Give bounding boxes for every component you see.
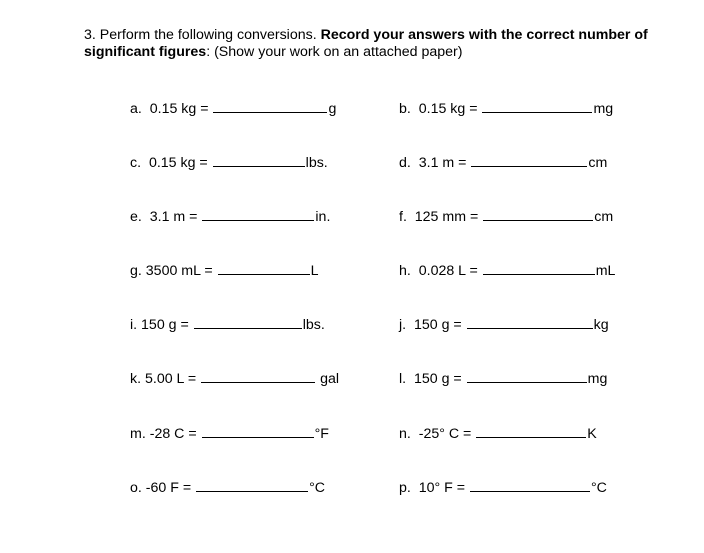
problem-j xyxy=(399,315,609,334)
problem-label: o. xyxy=(130,480,142,496)
problem-unit: cm xyxy=(588,155,608,171)
problem-prompt: -28 C = xyxy=(149,426,197,442)
problem-prompt: -25° C = xyxy=(418,426,472,442)
problem-prompt: 0.15 kg = xyxy=(149,101,209,117)
problem-a xyxy=(130,99,336,118)
answer-blank[interactable] xyxy=(196,478,308,492)
problem-label: l. xyxy=(399,371,407,387)
problem-d xyxy=(399,153,607,172)
problem-label: d. xyxy=(399,155,411,171)
answer-blank[interactable] xyxy=(467,315,593,329)
question-intro: Perform the following conversions. xyxy=(99,27,317,43)
problem-k xyxy=(130,369,339,388)
problem-label: j. xyxy=(399,317,407,333)
question-header xyxy=(84,27,696,61)
problem-h xyxy=(399,261,615,280)
problem-label: a. xyxy=(130,101,142,117)
problem-e xyxy=(130,207,330,226)
problem-label: g. xyxy=(130,263,142,279)
problem-unit: °C xyxy=(309,480,326,496)
answer-blank[interactable] xyxy=(467,369,587,383)
answer-blank[interactable] xyxy=(483,261,595,275)
answer-blank[interactable] xyxy=(218,261,310,275)
problem-unit: °F xyxy=(314,426,329,442)
problem-prompt: 150 g = xyxy=(413,317,462,333)
problem-label: k. xyxy=(130,371,142,387)
problem-m xyxy=(130,424,329,443)
problem-o xyxy=(130,478,325,497)
question-number: 3. xyxy=(84,27,96,43)
problem-unit: in. xyxy=(315,209,331,225)
problem-label: c. xyxy=(130,155,142,171)
problem-prompt: 0.028 L = xyxy=(418,263,478,279)
answer-blank[interactable] xyxy=(213,99,327,113)
answer-blank[interactable] xyxy=(202,207,314,221)
problem-i xyxy=(130,315,325,334)
problem-label: m. xyxy=(130,426,146,442)
problem-unit: mg xyxy=(593,101,614,117)
problem-unit: mL xyxy=(595,263,616,279)
problem-prompt: 10° F = xyxy=(418,480,466,496)
problem-unit: g xyxy=(328,101,337,117)
problem-label: i. xyxy=(130,317,138,333)
problem-p xyxy=(399,478,607,497)
question-emphasis: Record your answers with the correct number of significant figures xyxy=(84,27,648,60)
answer-blank[interactable] xyxy=(470,478,590,492)
problem-prompt: 3500 mL = xyxy=(145,263,213,279)
question-trail: : (Show your work on an attached paper) xyxy=(206,44,463,60)
problem-unit: kg xyxy=(593,317,609,333)
answer-blank[interactable] xyxy=(202,424,314,438)
problem-unit: L xyxy=(310,263,319,279)
problem-unit: °C xyxy=(590,480,607,496)
answer-blank[interactable] xyxy=(194,315,302,329)
problem-unit: lbs. xyxy=(305,155,328,171)
answer-blank[interactable] xyxy=(483,207,593,221)
problem-label: e. xyxy=(130,209,142,225)
problem-prompt: 5.00 L = xyxy=(145,371,197,387)
problem-prompt: 3.1 m = xyxy=(149,209,198,225)
problem-c xyxy=(130,153,328,172)
problem-prompt: 150 g = xyxy=(141,317,189,333)
problem-l xyxy=(399,369,607,388)
problem-unit: lbs. xyxy=(302,317,325,333)
problem-prompt: 125 mm = xyxy=(414,209,479,225)
problem-n xyxy=(399,424,597,443)
answer-blank[interactable] xyxy=(482,99,592,113)
answer-blank[interactable] xyxy=(213,153,305,167)
problem-unit: K xyxy=(587,426,597,442)
problem-prompt: -60 F = xyxy=(145,480,192,496)
answer-blank[interactable] xyxy=(476,424,586,438)
problem-unit: mg xyxy=(587,371,608,387)
problem-unit: gal xyxy=(320,371,339,387)
problem-label: n. xyxy=(399,426,411,442)
problem-prompt: 0.15 kg = xyxy=(148,155,208,171)
problem-prompt: 150 g = xyxy=(413,371,462,387)
problem-unit: cm xyxy=(594,209,614,225)
problem-f xyxy=(399,207,613,226)
problem-prompt: 3.1 m = xyxy=(418,155,467,171)
answer-blank[interactable] xyxy=(471,153,587,167)
problem-prompt: 0.15 kg = xyxy=(418,101,478,117)
problem-g xyxy=(130,261,319,280)
problem-label: p. xyxy=(399,480,411,496)
problem-b xyxy=(399,99,613,118)
problem-label: h. xyxy=(399,263,411,279)
answer-blank[interactable] xyxy=(201,369,315,383)
problem-label: f. xyxy=(399,209,407,225)
problem-label: b. xyxy=(399,101,411,117)
